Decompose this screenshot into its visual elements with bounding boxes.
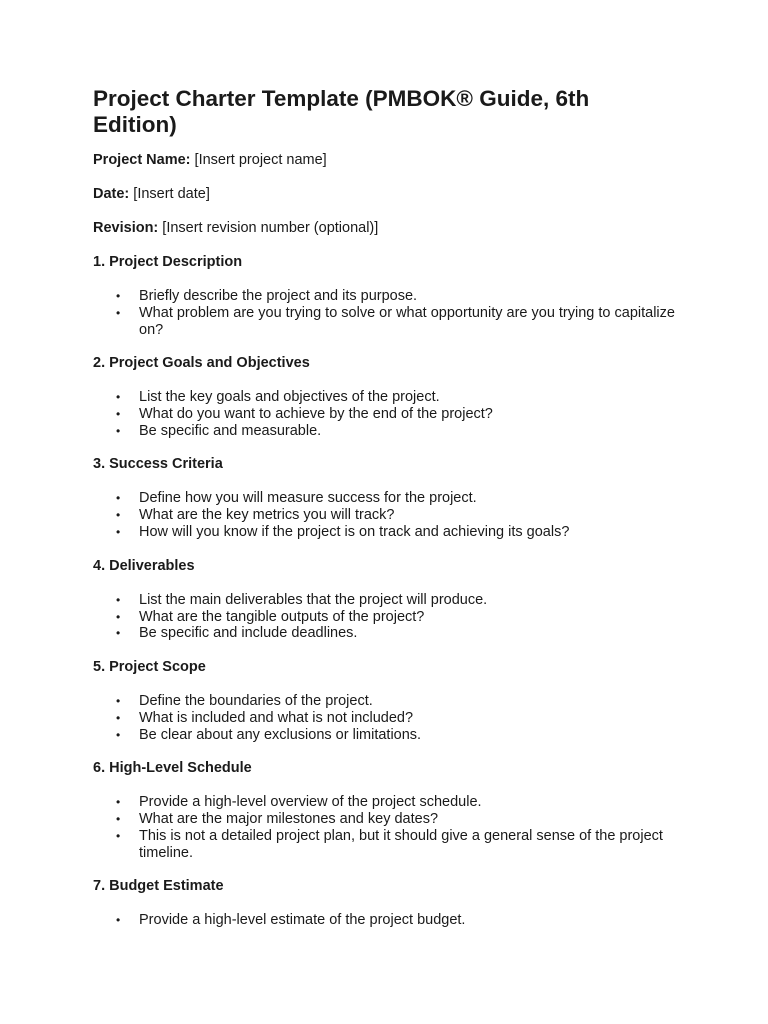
bullet-item: [116, 794, 675, 811]
section: [93, 760, 675, 862]
bullet-item: [116, 490, 675, 507]
section: [93, 355, 675, 440]
bullet-item: [116, 726, 675, 744]
field-row: [93, 220, 675, 238]
section: [93, 878, 675, 929]
bullet-text: Be clear about any exclusions or limitations.: [139, 726, 422, 743]
bullet-item: [116, 827, 675, 862]
bullet-text: How will you know if the project is on track and achieving its goals?: [139, 524, 570, 541]
bullet-dot-icon: •: [116, 812, 121, 826]
section-heading: 5. Project Scope: [93, 658, 206, 675]
bullet-item: [116, 912, 675, 929]
bullet-list: [93, 592, 675, 643]
bullet-text: What are the key metrics you will track?: [139, 507, 395, 524]
section: [93, 456, 675, 541]
bullet-item: [116, 406, 675, 423]
bullet-list: [93, 389, 675, 440]
section-heading: 1. Project Description: [93, 254, 243, 270]
bullet-list: [93, 288, 675, 339]
bullet-text: Be specific and include deadlines.: [139, 625, 358, 642]
bullet-text: Define the boundaries of the project.: [139, 692, 373, 709]
bullet-list: [93, 490, 675, 541]
bullet-text: This is not a detailed project plan, but it should give a general sense of the project timeline.: [139, 827, 663, 861]
bullet-item: [116, 692, 675, 710]
bullet-dot-icon: •: [116, 592, 121, 607]
bullet-text: What problem are you trying to solve or what opportunity are you trying to capitalize on?: [139, 304, 675, 338]
field-value: [Insert project name]: [190, 152, 327, 168]
document-title: Project Charter Template (PMBOK® Guide, 6th Edition): [93, 86, 590, 137]
field-row: [93, 186, 675, 204]
bullet-text: Briefly describe the project and its purpose.: [139, 288, 418, 304]
bullet-text: Be specific and measurable.: [139, 423, 322, 440]
bullet-dot-icon: •: [116, 508, 121, 523]
bullet-item: [116, 709, 675, 727]
bullet-item: [116, 507, 675, 524]
section: [93, 659, 675, 744]
bullet-dot-icon: •: [116, 407, 121, 422]
bullet-item: [116, 389, 675, 406]
section: [93, 254, 675, 339]
bullet-item: [116, 524, 675, 541]
bullet-dot-icon: •: [116, 727, 121, 742]
bullet-text: Define how you will measure success for the project.: [139, 490, 477, 507]
bullet-text: What do you want to achieve by the end of the project?: [139, 406, 493, 423]
bullet-dot-icon: •: [116, 795, 121, 810]
bullet-dot-icon: •: [116, 828, 121, 843]
bullet-dot-icon: •: [116, 424, 121, 439]
section-heading: 3. Success Criteria: [93, 456, 223, 473]
bullet-dot-icon: •: [116, 609, 121, 624]
bullet-item: [116, 608, 675, 626]
field-label: Project Name:: [93, 152, 191, 168]
bullet-dot-icon: •: [116, 710, 121, 725]
field-label: Revision:: [93, 220, 159, 236]
bullet-item: [116, 304, 675, 339]
bullet-dot-icon: •: [116, 913, 121, 928]
bullet-dot-icon: •: [116, 289, 121, 303]
field-label: Date:: [93, 186, 130, 202]
document-sections: [93, 254, 675, 929]
bullet-dot-icon: •: [116, 390, 121, 405]
bullet-list: [93, 794, 675, 862]
bullet-item: [116, 811, 675, 828]
section-heading: 4. Deliverables: [93, 557, 195, 574]
bullet-dot-icon: •: [116, 626, 121, 641]
field-value: [Insert date]: [129, 186, 210, 202]
bullet-text: What are the tangible outputs of the project?: [139, 608, 425, 625]
bullet-dot-icon: •: [116, 525, 121, 540]
bullet-list: [93, 693, 675, 744]
bullet-text: Provide a high-level estimate of the project budget.: [139, 912, 466, 929]
bullet-dot-icon: •: [116, 305, 121, 320]
bullet-text: Provide a high-level overview of the project schedule.: [139, 794, 482, 811]
field-row: [93, 152, 675, 170]
bullet-dot-icon: •: [116, 693, 121, 708]
bullet-item: [116, 423, 675, 440]
section-heading: 7. Budget Estimate: [93, 878, 224, 895]
section-heading: 2. Project Goals and Objectives: [93, 355, 310, 372]
bullet-item: [116, 625, 675, 642]
bullet-item: [116, 591, 675, 609]
field-value: [Insert revision number (optional)]: [158, 220, 379, 236]
bullet-text: List the key goals and objectives of the project.: [139, 389, 440, 406]
document-fields: [93, 152, 675, 238]
bullet-text: What are the major milestones and key dates?: [139, 811, 439, 827]
bullet-dot-icon: •: [116, 491, 121, 506]
bullet-text: List the main deliverables that the project will produce.: [139, 591, 488, 608]
bullet-list: [93, 912, 675, 929]
section: [93, 558, 675, 643]
bullet-item: [116, 288, 675, 305]
section-heading: 6. High-Level Schedule: [93, 760, 252, 777]
bullet-text: What is included and what is not included?: [139, 709, 414, 726]
